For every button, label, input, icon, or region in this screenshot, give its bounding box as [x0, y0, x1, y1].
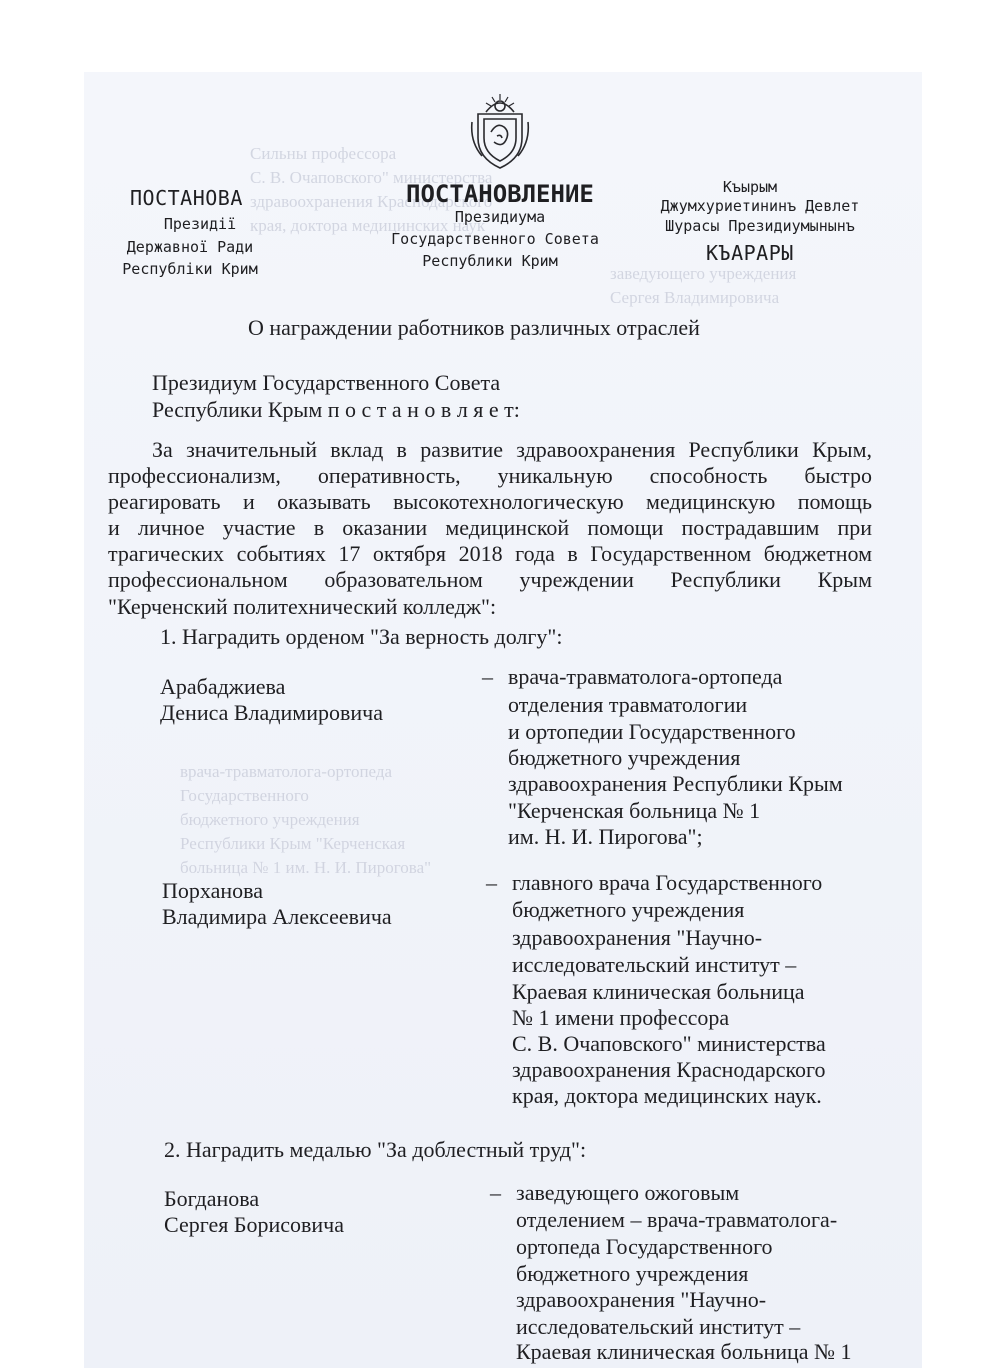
position-dash: –	[482, 664, 493, 689]
header-title-ukrainian: ПОСТАНОВА	[130, 186, 243, 210]
intro-line: и личное участие в оказании медицинской помощи пострадавшим при	[108, 515, 872, 540]
awardee-name: Арабаджиева	[160, 674, 286, 699]
awardee-position: отделением – врача-травматолога-	[516, 1207, 838, 1232]
preamble-line: Президиум Государственного Совета	[152, 370, 501, 395]
header-line-crimean-tatar: Къырым	[722, 178, 778, 196]
awardee-position: здравоохранения "Научно-	[512, 925, 763, 950]
awardee-position: бюджетного учреждения	[516, 1261, 749, 1286]
awardee-position: бюджетного учреждения	[508, 745, 741, 770]
bleed-line: Сильны профессора	[250, 144, 397, 163]
bleed-line: Государственного	[180, 786, 309, 805]
header-line-ukrainian: Президії	[163, 215, 237, 233]
preamble-line: Республики Крым п о с т а н о в л я е т:	[152, 397, 520, 422]
awardee-position: бюджетного учреждения	[512, 897, 745, 922]
bleed-line: Сергея Владимировича	[610, 288, 780, 307]
awardee-position: заведующего ожоговым	[516, 1180, 740, 1205]
bleed-through-mid	[180, 760, 431, 880]
position-dash: –	[490, 1180, 501, 1205]
header-line-ukrainian: Республіки Крим	[122, 260, 258, 278]
bleed-line: здравоохранения Краснодарского	[250, 192, 493, 211]
section-2-heading: 2. Наградить медалью "За доблестный труд":	[164, 1137, 587, 1162]
header-line-russian: Президиума	[454, 208, 546, 226]
intro-line: "Керченский политехнический колледж":	[108, 594, 497, 619]
bleed-line: С. В. Очаповского" министерства	[250, 168, 493, 187]
position-dash: –	[486, 870, 497, 895]
awardee-position: Краевая клиническая больница № 1	[516, 1339, 852, 1364]
bleed-line: края, доктора медицинских наук	[250, 216, 486, 235]
awardee-position: исследовательский институт –	[512, 952, 797, 977]
awardee-position: С. В. Очаповского" министерства	[512, 1031, 826, 1056]
awardee-position: им. Н. И. Пирогова";	[508, 824, 703, 849]
awardee-name: Сергея Борисовича	[164, 1212, 344, 1237]
awardee-position: Краевая клиническая больница	[512, 979, 805, 1004]
document-title: О награждении работников различных отраслей	[248, 315, 700, 340]
header-title-russian: ПОСТАНОВЛЕНИЕ	[406, 180, 594, 208]
bleed-line: заведующего учреждения	[610, 264, 797, 283]
awardee-position: главного врача Государственного	[512, 870, 823, 895]
awardee-name: Дениса Владимировича	[160, 700, 383, 725]
awardee-position: здравоохранения "Научно-	[516, 1287, 767, 1312]
intro-line: За значительный вклад в развитие здравоохранения Республики Крым,	[152, 437, 872, 462]
header-title-crimean-tatar: КЪАРАРЫ	[706, 241, 794, 265]
bleed-line: врача-травматолога-ортопеда	[180, 762, 393, 781]
intro-line: трагических событиях 17 октября 2018 года в Государственном бюджетном	[108, 541, 872, 566]
section-1-heading: 1. Наградить орденом "За верность долгу":	[160, 624, 563, 649]
awardee-position: края, доктора медицинских наук.	[512, 1083, 822, 1108]
bleed-line: бюджетного учреждения	[180, 810, 360, 829]
intro-line: реагировать и оказывать высокотехнологическую медицинскую помощь	[108, 489, 872, 514]
coat-of-arms-icon	[464, 92, 536, 172]
bleed-line: больница № 1 им. Н. И. Пирогова"	[180, 858, 432, 877]
header-line-crimean-tatar: Джумхуриетининъ Девлет	[660, 197, 860, 215]
header-line-russian: Республики Крим	[422, 252, 558, 270]
header-line-crimean-tatar: Шурасы Президиумынынъ	[665, 217, 855, 235]
awardee-position: ортопеда Государственного	[516, 1234, 773, 1259]
awardee-name: Богданова	[164, 1186, 260, 1211]
awardee-position: № 1 имени профессора	[512, 1005, 730, 1030]
intro-line: профессионализм, оперативность, уникальную способность быстро	[108, 463, 872, 488]
intro-line: профессиональном образовательном учреждении Республики Крым	[108, 567, 872, 592]
awardee-position: здравоохранения Краснодарского	[512, 1057, 826, 1082]
bleed-line: Республики Крым "Керченская	[180, 834, 406, 853]
awardee-position: "Керченская больница № 1	[508, 798, 761, 823]
awardee-position: врача-травматолога-ортопеда	[508, 664, 783, 689]
awardee-position: отделения травматологии	[508, 692, 748, 717]
bleed-through-right	[610, 262, 796, 310]
awardee-position: здравоохранения Республики Крым	[508, 771, 843, 796]
awardee-position: и ортопедии Государственного	[508, 719, 796, 744]
awardee-name: Владимира Алексеевича	[162, 904, 392, 929]
awardee-position: исследовательский институт –	[516, 1314, 801, 1339]
header-line-russian: Государственного Совета	[391, 230, 599, 248]
header-line-ukrainian: Державної Ради	[126, 238, 254, 256]
awardee-name: Порханова	[162, 878, 263, 903]
